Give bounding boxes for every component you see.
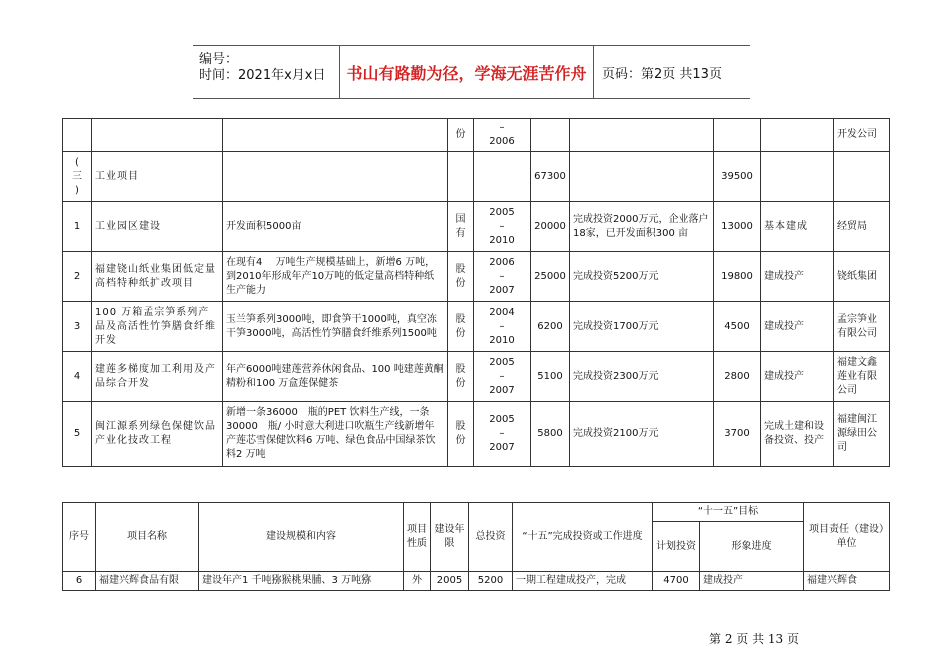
cell-unit: 铙纸集团	[834, 252, 890, 302]
header-name: 项目名称	[96, 503, 199, 572]
header-motto: 书山有路勤为径，学海无涯苦作舟	[340, 46, 594, 98]
cell-progress	[570, 119, 714, 152]
page-footer: 第 2 页 共 13 页	[709, 632, 799, 646]
cell-image: 基本建成	[761, 202, 834, 252]
cell-content: 新增一条36000 瓶的PET 饮料生产线，一条30000 瓶/ 小时意大利进口吹瓶生产线新增年产莲芯雪保健饮料6 万吨、绿色食品中国绿茶饮料2 万吨	[223, 402, 448, 467]
cell-no: 2	[63, 252, 92, 302]
table-row	[63, 252, 890, 302]
cell-plan: 4500	[714, 302, 761, 352]
cell-total: 25000	[531, 252, 570, 302]
header-image: 形象进度	[700, 522, 804, 572]
header-target-group: “十一五”目标	[653, 503, 804, 522]
cell-nature: 股 份	[448, 402, 474, 467]
cell-unit: 经贸局	[834, 202, 890, 252]
cell-nature: 国 有	[448, 202, 474, 252]
document-time-label: 时间：2021年x月x日	[199, 68, 326, 83]
cell-no: 1	[63, 202, 92, 252]
header-progress: “十五”完成投资或工作进度	[513, 503, 653, 572]
cell-progress: 完成投资2300万元	[570, 352, 714, 402]
cell-plan	[714, 119, 761, 152]
project-table-continued	[62, 118, 890, 467]
cell-plan: 19800	[714, 252, 761, 302]
cell-name: 建莲多梯度加工利用及产品综合开发	[92, 352, 223, 402]
cell-period: 2005 – 2007	[474, 402, 531, 467]
cell-period: 2005 – 2007	[474, 352, 531, 402]
cell-content: 在现有4 万吨生产规模基础上，新增6 万吨，到2010年形成年产10万吨的低定量高档特种纸生产能力	[223, 252, 448, 302]
cell-total: 67300	[531, 152, 570, 202]
cell-name	[92, 119, 223, 152]
cell-name: 工业项目	[92, 152, 223, 202]
cell-progress: 完成投资2000万元，企业落户18家，已开发面积300 亩	[570, 202, 714, 252]
table-row	[63, 202, 890, 252]
cell-total: 5100	[531, 352, 570, 402]
cell-period	[474, 152, 531, 202]
cell-nature	[448, 152, 474, 202]
cell-period: 2006 – 2007	[474, 252, 531, 302]
cell-image	[761, 152, 834, 202]
cell-name: 工业园区建设	[92, 202, 223, 252]
header-total: 总投资	[469, 503, 513, 572]
cell-progress: 完成投资5200万元	[570, 252, 714, 302]
cell-period: 2005 – 2010	[474, 202, 531, 252]
cell-nature: 股 份	[448, 302, 474, 352]
table-row	[63, 572, 890, 591]
cell-image: 建成投产	[761, 252, 834, 302]
cell-plan: 13000	[714, 202, 761, 252]
document-number-label: 编号：	[199, 52, 239, 67]
cell-plan: 39500	[714, 152, 761, 202]
cell-name: 100 万箱孟宗笋系列产品及高活性竹笋膳食纤维开发	[92, 302, 223, 352]
cell-plan: 2800	[714, 352, 761, 402]
cell-content	[223, 152, 448, 202]
header-page-label: 页码：第2页 共13页	[602, 66, 722, 82]
cell-period: 2004 – 2010	[474, 302, 531, 352]
cell-unit: 开发公司	[834, 119, 890, 152]
cell-plan: 4700	[653, 572, 700, 591]
cell-nature: 股 份	[448, 252, 474, 302]
header-unit: 项目责任（建设）单位	[804, 503, 890, 572]
cell-plan: 3700	[714, 402, 761, 467]
cell-nature: 股 份	[448, 352, 474, 402]
cell-unit	[834, 152, 890, 202]
header-period: 建设年限	[431, 503, 469, 572]
cell-image: 建成投产	[761, 302, 834, 352]
cell-nature: 外	[404, 572, 431, 591]
cell-progress	[570, 152, 714, 202]
cell-progress: 一期工程建成投产，完成	[513, 572, 653, 591]
cell-total: 5800	[531, 402, 570, 467]
cell-total: 6200	[531, 302, 570, 352]
table-row	[63, 402, 890, 467]
cell-image: 建成投产	[761, 352, 834, 402]
cell-no: 6	[63, 572, 96, 591]
header-nature: 项目性质	[404, 503, 431, 572]
table-row	[63, 152, 890, 202]
cell-unit: 福建兴辉食	[804, 572, 890, 591]
cell-unit: 福建文鑫莲业有限公司	[834, 352, 890, 402]
cell-content: 开发面积5000亩	[223, 202, 448, 252]
header-content: 建设规模和内容	[199, 503, 404, 572]
table-row	[63, 119, 890, 152]
table-header-row	[63, 503, 890, 522]
cell-no: 3	[63, 302, 92, 352]
cell-image	[761, 119, 834, 152]
header-no: 序号	[63, 503, 96, 572]
cell-total: 5200	[469, 572, 513, 591]
table-row	[63, 302, 890, 352]
cell-name: 福建兴辉食品有限	[96, 572, 199, 591]
page-header	[193, 45, 750, 99]
table-row	[63, 352, 890, 402]
cell-nature: 份	[448, 119, 474, 152]
cell-image: 完成土建和设备投资、投产	[761, 402, 834, 467]
cell-unit: 孟宗笋业有限公司	[834, 302, 890, 352]
cell-content: 玉兰笋系列3000吨，即食笋干1000吨，真空冻干笋3000吨，高活性竹笋膳食纤维系列1500吨	[223, 302, 448, 352]
header-meta	[193, 46, 340, 98]
cell-progress: 完成投资2100万元	[570, 402, 714, 467]
header-plan: 计划投资	[653, 522, 700, 572]
cell-unit: 福建闽江源绿田公司	[834, 402, 890, 467]
cell-content: 年产6000吨建莲营养休闲食品、100 吨建莲黄酮精粉和100 万盒莲保健茶	[223, 352, 448, 402]
cell-name: 福建铙山纸业集团低定量高档特种纸扩改项目	[92, 252, 223, 302]
cell-no: 4	[63, 352, 92, 402]
cell-no: ( 三 )	[63, 152, 92, 202]
project-table	[62, 502, 890, 591]
cell-image: 建成投产	[700, 572, 804, 591]
cell-total	[531, 119, 570, 152]
cell-no	[63, 119, 92, 152]
cell-name: 闽江源系列绿色保健饮品产业化技改工程	[92, 402, 223, 467]
cell-no: 5	[63, 402, 92, 467]
cell-period: – 2006	[474, 119, 531, 152]
cell-progress: 完成投资1700万元	[570, 302, 714, 352]
cell-total: 20000	[531, 202, 570, 252]
cell-period: 2005	[431, 572, 469, 591]
cell-content: 建设年产1 千吨猕猴桃果脯、3 万吨猕	[199, 572, 404, 591]
cell-content	[223, 119, 448, 152]
